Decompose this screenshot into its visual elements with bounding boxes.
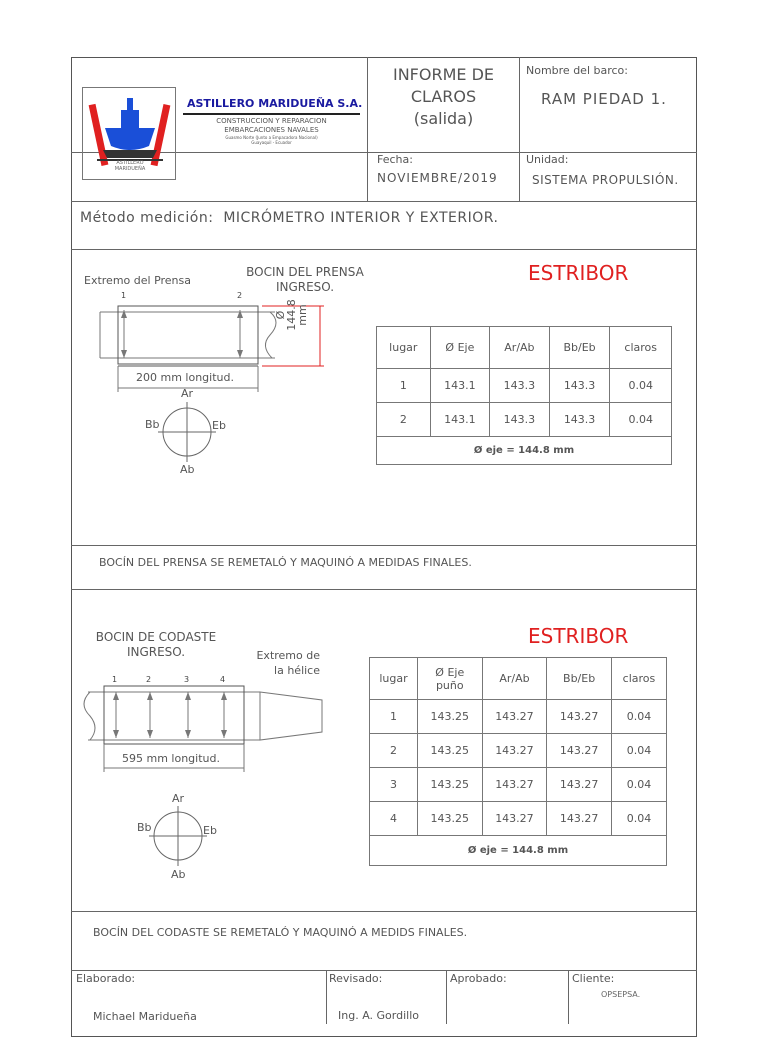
s2-cell: 143.27 bbox=[547, 700, 612, 734]
report-title-2: CLAROS bbox=[410, 87, 477, 106]
s1-note-divider-top bbox=[71, 545, 697, 546]
s2-cell: 4 bbox=[370, 802, 418, 836]
s1-diameter-3: mm bbox=[296, 304, 309, 326]
s1-diameter-1: Ø bbox=[274, 310, 287, 320]
s1-eb-label: Eb bbox=[212, 419, 226, 432]
document-frame bbox=[71, 57, 697, 1037]
s2-cell: 143.27 bbox=[547, 734, 612, 768]
s2-cell: 0.04 bbox=[611, 802, 666, 836]
s2-cell: 3 bbox=[370, 768, 418, 802]
s1-side-label: ESTRIBOR bbox=[528, 261, 629, 285]
s2-cell: 143.27 bbox=[482, 700, 547, 734]
s2-cell: 143.25 bbox=[417, 768, 482, 802]
s1-ab-label: Ab bbox=[180, 463, 195, 476]
s2-cell: 0.04 bbox=[611, 768, 666, 802]
cliente-value: OPSEPSA. bbox=[601, 990, 641, 999]
method-divider-top bbox=[71, 201, 697, 202]
logo-text-2: MARIDUEÑA bbox=[114, 166, 146, 172]
s1-note-divider-bottom bbox=[71, 589, 697, 590]
s2-cell: 143.27 bbox=[482, 768, 547, 802]
s1-th-1: Ø Eje bbox=[430, 327, 490, 369]
table-row bbox=[377, 403, 672, 437]
s1-ar-label: Ar bbox=[181, 387, 194, 400]
aprobado-label: Aprobado: bbox=[450, 972, 507, 985]
date-value: NOVIEMBRE/2019 bbox=[377, 171, 498, 185]
company-logo bbox=[82, 87, 176, 180]
header-col-divider-2 bbox=[519, 57, 520, 201]
s2-right-label-2: la hélice bbox=[274, 664, 320, 677]
s2-side-label: ESTRIBOR bbox=[528, 624, 629, 648]
s2-cell: 143.27 bbox=[482, 734, 547, 768]
footer-col-divider-2 bbox=[446, 970, 447, 1024]
report-title-3: (salida) bbox=[413, 109, 474, 128]
s2-ab-label: Ab bbox=[171, 868, 186, 881]
s2-point-4: 4 bbox=[220, 675, 226, 684]
s1-cell: 0.04 bbox=[610, 369, 672, 403]
s1-cell: 2 bbox=[377, 403, 431, 437]
unit-value: SISTEMA PROPULSIÓN. bbox=[532, 173, 679, 187]
s2-th-0: lugar bbox=[370, 658, 418, 700]
table-row bbox=[377, 369, 672, 403]
s2-cell: 143.27 bbox=[547, 802, 612, 836]
s1-cell: 143.3 bbox=[549, 369, 610, 403]
s2-note: BOCÍN DEL CODASTE SE REMETALÓ Y MAQUINÓ A MEDIDS FINALES. bbox=[93, 926, 468, 939]
s2-point-2: 2 bbox=[146, 675, 152, 684]
s2-measure-table bbox=[369, 657, 667, 866]
method-divider-bottom bbox=[71, 249, 697, 250]
table-row bbox=[370, 700, 667, 734]
ship-label: Nombre del barco: bbox=[526, 64, 628, 77]
s1-th-2: Ar/Ab bbox=[490, 327, 550, 369]
s1-cell: 143.3 bbox=[490, 403, 550, 437]
s2-cell: 143.25 bbox=[417, 734, 482, 768]
s2-eb-label: Eb bbox=[203, 824, 217, 837]
s2-ar-label: Ar bbox=[172, 792, 185, 805]
s1-th-4: claros bbox=[610, 327, 672, 369]
s2-cell: 143.25 bbox=[417, 700, 482, 734]
s2-cell: 1 bbox=[370, 700, 418, 734]
company-underline bbox=[183, 113, 360, 115]
s1-bb-label: Bb bbox=[145, 418, 160, 431]
s2-cell: 143.27 bbox=[482, 802, 547, 836]
cliente-label: Cliente: bbox=[572, 972, 615, 985]
s2-point-3: 3 bbox=[184, 675, 190, 684]
s1-cell: 143.3 bbox=[490, 369, 550, 403]
s1-cell: 143.1 bbox=[430, 369, 490, 403]
table-row bbox=[370, 768, 667, 802]
method-text: Método medición: MICRÓMETRO INTERIOR Y EXTERIOR. bbox=[80, 210, 499, 226]
revisado-label: Revisado: bbox=[329, 972, 383, 985]
report-title-1: INFORME DE bbox=[392, 65, 495, 84]
company-sub-2: EMBARCACIONES NAVALES bbox=[224, 126, 319, 134]
s2-title-1: BOCIN DE CODASTE bbox=[95, 630, 217, 644]
s2-cell: 143.27 bbox=[547, 768, 612, 802]
ship-value: RAM PIEDAD 1. bbox=[541, 90, 667, 108]
s1-cell: 1 bbox=[377, 369, 431, 403]
logo-text-1: ASTILLERO bbox=[116, 160, 144, 166]
s2-bb-label: Bb bbox=[137, 821, 152, 834]
s1-th-0: lugar bbox=[377, 327, 431, 369]
date-label: Fecha: bbox=[377, 153, 413, 166]
s1-title-2: INGRESO. bbox=[275, 280, 335, 294]
table-row bbox=[370, 734, 667, 768]
s2-cell: 2 bbox=[370, 734, 418, 768]
s2-th-4: claros bbox=[611, 658, 666, 700]
s2-length-label: 595 mm longitud. bbox=[122, 752, 220, 765]
company-address-1: Guasmo Norte (Junto a Empacadora Nacional) bbox=[225, 135, 318, 140]
elaborado-value: Michael Maridueña bbox=[93, 1010, 197, 1023]
s2-cell: 0.04 bbox=[611, 734, 666, 768]
s2-point-1: 1 bbox=[112, 675, 118, 684]
s1-cell: 143.1 bbox=[430, 403, 490, 437]
s1-length-label: 200 mm longitud. bbox=[136, 371, 234, 384]
footer-col-divider-1 bbox=[326, 970, 327, 1024]
company-name: ASTILLERO MARIDUEÑA S.A. bbox=[187, 97, 363, 110]
s1-measure-table bbox=[376, 326, 672, 465]
footer-col-divider-3 bbox=[568, 970, 569, 1024]
table-row bbox=[370, 802, 667, 836]
s1-cell: 0.04 bbox=[610, 403, 672, 437]
revisado-value: Ing. A. Gordillo bbox=[338, 1009, 419, 1022]
s1-title-1: BOCIN DEL PRENSA bbox=[246, 265, 364, 279]
s1-point-2: 2 bbox=[237, 291, 243, 300]
unit-label: Unidad: bbox=[526, 153, 569, 166]
s2-th-2: Ar/Ab bbox=[482, 658, 547, 700]
s1-diameter-2: 144.8 bbox=[285, 299, 298, 331]
s2-th-1: Ø Eje puño bbox=[417, 658, 482, 700]
footer-divider bbox=[71, 970, 697, 971]
s2-right-label-1: Extremo de bbox=[256, 649, 320, 662]
s2-th-3: Bb/Eb bbox=[547, 658, 612, 700]
s1-point-1: 1 bbox=[121, 291, 127, 300]
s2-cell: 143.25 bbox=[417, 802, 482, 836]
elaborado-label: Elaborado: bbox=[76, 972, 136, 985]
company-sub-1: CONSTRUCCION Y REPARACION bbox=[216, 117, 327, 125]
company-address-2: Guayaquil - Ecuador bbox=[251, 140, 292, 145]
s1-note: BOCÍN DEL PRENSA SE REMETALÓ Y MAQUINÓ A MEDIDAS FINALES. bbox=[99, 556, 472, 569]
s2-cell: 0.04 bbox=[611, 700, 666, 734]
s1-cell: 143.3 bbox=[549, 403, 610, 437]
s1-table-footer: Ø eje = 144.8 mm bbox=[377, 437, 672, 465]
s1-th-3: Bb/Eb bbox=[549, 327, 610, 369]
s2-table-footer: Ø eje = 144.8 mm bbox=[370, 836, 667, 866]
s2-title-2: INGRESO. bbox=[126, 645, 186, 659]
s1-left-label: Extremo del Prensa bbox=[84, 274, 191, 287]
s2-note-divider-top bbox=[71, 911, 697, 912]
